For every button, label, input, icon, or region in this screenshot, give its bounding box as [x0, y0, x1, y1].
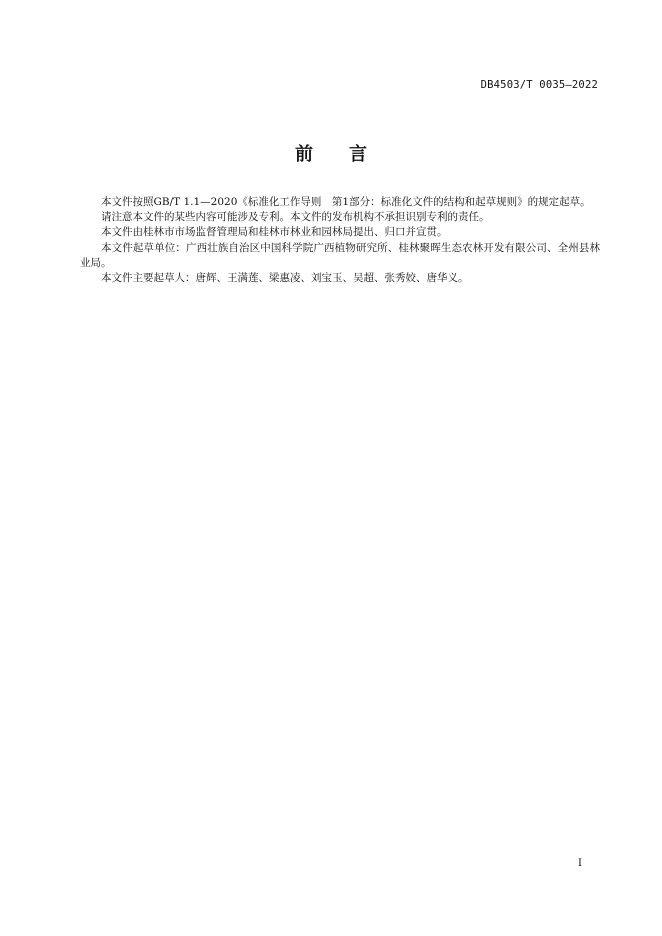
page-number: I — [578, 858, 582, 869]
foreword-body — [80, 195, 600, 286]
paragraph-drafting-rules: 本文件按照GB/T 1.1—2020《标准化工作导则 第1部分：标准化文件的结构和起草规则》的规定起草。 — [101, 196, 591, 208]
paragraph-patent-notice: 请注意本文件的某些内容可能涉及专利。本文件的发布机构不承担识别专利的责任。 — [101, 211, 490, 224]
paragraph-drafting-units: 本文件起草单位：广西壮族自治区中国科学院广西植物研究所、桂林聚晖生态农林开发有限公司、全州县林业局。 — [80, 241, 600, 269]
title-char-1: 前 — [295, 144, 313, 165]
paragraph-drafters: 本文件主要起草人：唐辉、王满莲、梁惠凌、刘宝玉、吴超、张秀姣、唐华义。 — [101, 272, 469, 285]
title-char-2: 言 — [349, 144, 367, 165]
paragraph-proposer: 本文件由桂林市市场监督管理局和桂林市林业和园林局提出、归口并宣贯。 — [101, 226, 448, 239]
page-title — [0, 140, 662, 166]
document-id: DB4503/T 0035—2022 — [480, 79, 598, 91]
